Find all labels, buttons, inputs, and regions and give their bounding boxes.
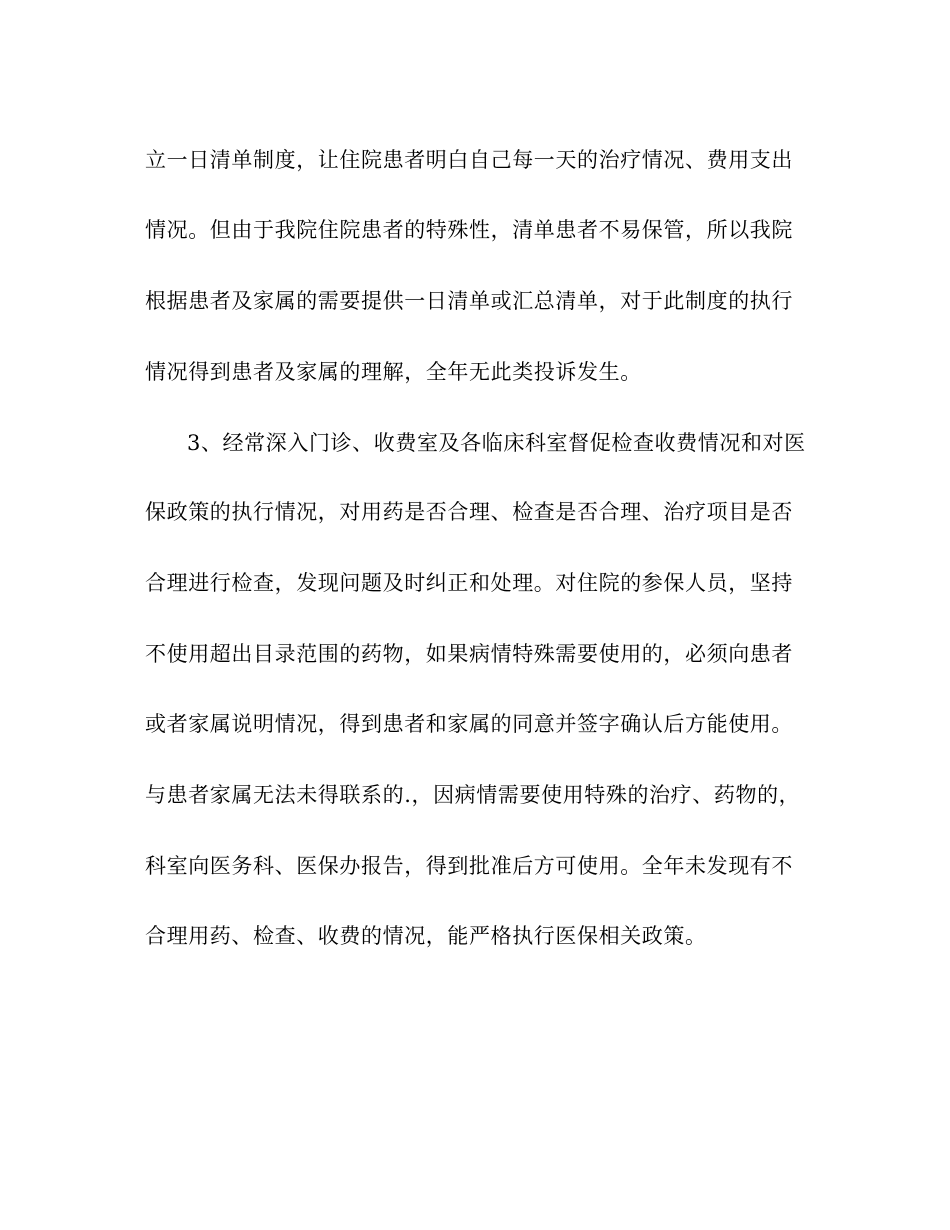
text-line-4: 情况得到患者及家属的理解，全年无此类投诉发生。 <box>145 360 642 384</box>
text-line-7: 合理进行检查，发现问题及时纠正和处理。对住院的参保人员，坚持 <box>145 571 793 595</box>
text-line-5: 3、经常深入门诊、收费室及各临床科室督促检查收费情况和对医 <box>187 431 806 455</box>
text-line-8: 不使用超出目录范围的药物，如果病情特殊需要使用的，必须向患者 <box>145 642 793 666</box>
text-line-2: 情况。但由于我院住院患者的特殊性，清单患者不易保管，所以我院 <box>145 218 793 242</box>
text-line-11: 科室向医务科、医保办报告，得到批准后方可使用。全年未发现有不 <box>145 854 793 878</box>
text-line-9: 或者家属说明情况，得到患者和家属的同意并签字确认后方能使用。 <box>145 712 793 736</box>
text-line-1: 立一日清单制度，让住院患者明白自己每一天的治疗情况、费用支出 <box>145 148 793 172</box>
text-line-3: 根据患者及家属的需要提供一日清单或汇总清单，对于此制度的执行 <box>145 289 793 313</box>
text-line-12: 合理用药、检查、收费的情况，能严格执行医保相关政策。 <box>145 924 707 948</box>
text-line-6: 保政策的执行情况，对用药是否合理、检查是否合理、治疗项目是否 <box>145 500 793 524</box>
text-line-10: 与患者家属无法未得联系的.，因病情需要使用特殊的治疗、药物的， <box>145 783 801 807</box>
